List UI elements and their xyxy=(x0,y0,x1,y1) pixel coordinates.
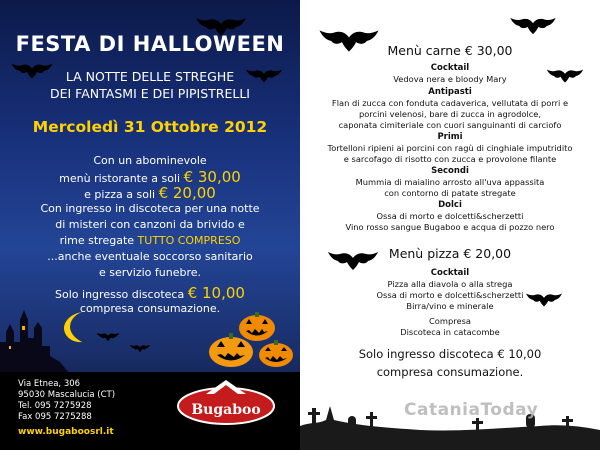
menu-item: Birra/vino e minerale xyxy=(406,301,494,311)
menu-carne-heading: Menù carne € 30,00 xyxy=(387,43,513,58)
menu-item: Mummia di maialino arrosto all'uva appassita xyxy=(355,177,545,187)
flyer-title: FESTA DI HALLOWEEN xyxy=(15,32,285,56)
promo-line xyxy=(0,233,300,249)
menu-price: € 30,00 xyxy=(183,168,241,186)
flyer-subtitle-2: DEI FANTASMI E DEI PIPISTRELLI xyxy=(50,86,250,101)
event-date: Mercoledì 31 Ottobre 2012 xyxy=(32,118,268,136)
menu-item: con contorno di patate stregate xyxy=(384,188,516,198)
section-label: Cocktail xyxy=(430,268,470,278)
phone: Tel. 095 7275928 xyxy=(18,401,92,411)
logo-text: Bugaboo xyxy=(191,402,261,418)
section-label: Dolci xyxy=(438,200,462,210)
menu-item: Flan di zucca con fonduta cadaverica, vellutata di porri e xyxy=(331,98,569,108)
menu-item: e sarcofago di risotto con zucca e provolone filante xyxy=(343,154,557,164)
section-label: Secondi xyxy=(431,166,469,176)
bat-icon xyxy=(96,332,120,342)
menu-pizza-heading: Menù pizza € 20,00 xyxy=(388,246,512,261)
promo-line: Con ingresso in discoteca per una notte xyxy=(40,202,260,215)
promo-line: Con un abominevole xyxy=(93,154,207,167)
disco-price-line: Solo ingresso discoteca € 10,00 xyxy=(358,347,542,361)
menu-item: Vino rosso sangue Bugaboo e acqua di pozzo nero xyxy=(345,222,555,232)
bugaboo-logo xyxy=(176,372,276,428)
menu-item: Ossa di morto e dolcetti&scherzetti xyxy=(376,211,524,221)
menu-item: caponata cimiteriale con cuori sanguinanti di carciofo xyxy=(338,120,562,130)
promo-line: ...anche eventuale soccorso sanitario xyxy=(47,250,253,263)
disco-price: € 10,00 xyxy=(187,284,245,302)
disco-text: Solo ingresso discoteca xyxy=(55,288,185,301)
all-inclusive: TUTTO COMPRESO xyxy=(137,234,241,247)
menu-item: Compresa xyxy=(429,316,471,326)
website-link[interactable]: www.bugaboosrl.it xyxy=(18,427,114,437)
disco-line: compresa consumazione. xyxy=(79,302,221,315)
menu-item: Vedova nera e bloody Mary xyxy=(393,74,507,84)
promo-line: di misteri con canzoni da brivido e xyxy=(55,218,245,231)
menu-item: Pizza alla diavola o alla strega xyxy=(387,279,513,289)
address-city: 95030 Mascalucia (CT) xyxy=(18,390,116,400)
flyer-menu xyxy=(300,0,600,450)
promo-line: e servizio funebre. xyxy=(98,266,202,279)
pumpkin-icon xyxy=(258,340,294,368)
promo-text: e pizza a soli xyxy=(84,188,156,201)
address-street: Via Etnea, 306 xyxy=(18,379,81,389)
menu-item: Tortelloni ripieni ai porcini con ragù di cinghiale imputridito xyxy=(327,143,573,153)
pizza-price: € 20,00 xyxy=(158,184,216,202)
section-label: Cocktail xyxy=(430,63,470,73)
fax: Fax 095 7275288 xyxy=(18,412,92,422)
haunted-castle-icon xyxy=(0,302,70,374)
flyer-subtitle-1: LA NOTTE DELLE STREGHE xyxy=(65,69,235,84)
disco-consumption-line: compresa consumazione. xyxy=(376,365,524,379)
section-label: Primi xyxy=(437,132,463,142)
promo-text: rime stregate xyxy=(59,234,135,247)
pumpkin-icon xyxy=(208,332,254,368)
bat-icon xyxy=(130,344,150,353)
menu-item: Discoteca in catacombe xyxy=(400,327,500,337)
menu-item: Ossa di morto e dolcetti&scherzetti xyxy=(376,290,524,300)
watermark: CataniaToday xyxy=(404,400,539,420)
promo-text: menù ristorante a soli xyxy=(59,172,181,185)
section-label: Antipasti xyxy=(428,87,472,97)
bat-icon xyxy=(508,16,558,36)
menu-item: porcini velenosi, bare di zucca in agrodolce, xyxy=(358,109,542,119)
